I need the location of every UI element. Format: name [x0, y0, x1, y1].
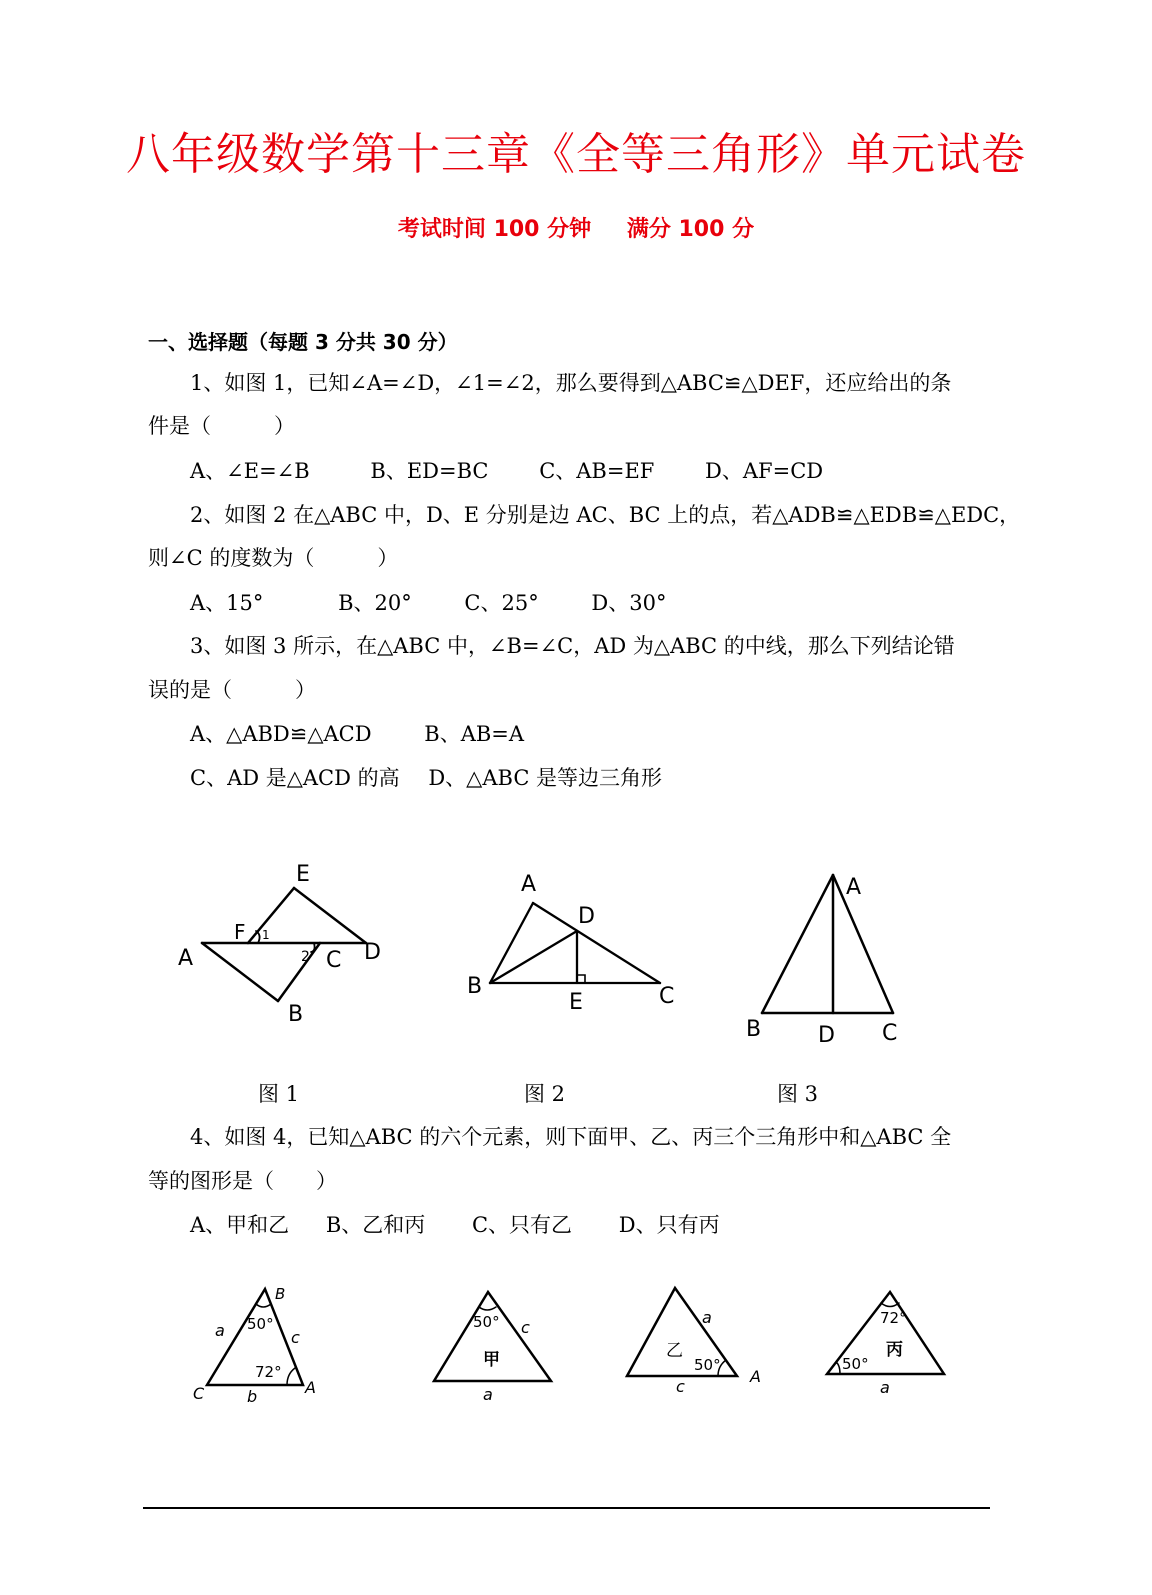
q4-line1: 4、如图 4，已知△ABC 的六个元素，则下面甲、乙、丙三个三角形中和△ABC 全	[190, 1125, 952, 1149]
fig1-label-1: 1	[262, 928, 270, 942]
triangle-abc-angle-a-arc	[287, 1368, 295, 1385]
triangle-abc	[185, 1280, 335, 1410]
fig1-label-b: B	[288, 1002, 304, 1027]
fig2-label-c: C	[659, 984, 675, 1009]
abc-label-c: C	[193, 1384, 205, 1403]
bing-name: 丙	[886, 1340, 903, 1360]
fig1-angle-2-arc	[311, 943, 315, 952]
abc-side-c: c	[291, 1328, 300, 1347]
q3-option-d: D、△ABC 是等边三角形	[428, 766, 663, 790]
yi-side-a: a	[702, 1308, 712, 1327]
fig3-label-b: B	[746, 1017, 762, 1042]
figure-1-caption: 图 1	[258, 1082, 300, 1106]
abc-side-a: a	[215, 1321, 225, 1340]
triangle-bing-base-arc	[836, 1362, 840, 1374]
fig1-label-f: F	[234, 920, 246, 944]
figure-1	[170, 855, 400, 1035]
yi-angle: 50°	[694, 1356, 721, 1374]
fig1-label-2: 2	[301, 949, 310, 965]
figure-2	[455, 865, 695, 1025]
triangle-jia	[425, 1285, 565, 1405]
q1-option-d: D、AF=CD	[705, 459, 824, 483]
triangle-bing	[818, 1285, 958, 1405]
abc-angle-b: 50°	[247, 1315, 274, 1333]
bing-side-a: a	[880, 1378, 890, 1397]
q1-option-c: C、AB=EF	[539, 459, 655, 483]
fig1-segment-ab	[202, 943, 278, 1001]
q4-option-a: A、甲和乙	[190, 1213, 290, 1237]
fig1-segment-fe	[248, 888, 294, 943]
q2-option-d: D、30°	[591, 591, 667, 615]
q2-line2: 则∠C 的度数为（ ）	[148, 546, 399, 570]
yi-vertex-a: A	[750, 1367, 761, 1386]
abc-label-a: A	[305, 1378, 316, 1397]
jia-side-c: c	[521, 1318, 530, 1337]
footer-divider	[143, 1507, 990, 1509]
abc-angle-a: 72°	[255, 1363, 282, 1381]
q3-line2: 误的是（ ）	[148, 678, 316, 702]
q1-option-b: B、ED=BC	[370, 459, 489, 483]
exam-info	[0, 212, 1152, 243]
triangle-abc-angle-b-arc	[256, 1304, 271, 1307]
bing-angle-50: 50°	[842, 1355, 869, 1373]
page-title: 八年级数学第十三章《全等三角形》单元试卷	[126, 129, 1026, 180]
fig3-label-d: D	[818, 1023, 835, 1048]
fig1-label-d: D	[364, 940, 381, 965]
fig1-label-a: A	[178, 946, 194, 971]
q2-option-b: B、20°	[338, 591, 412, 615]
triangle-jia-angle-arc	[479, 1307, 496, 1310]
triangle-yi	[618, 1280, 768, 1400]
bing-angle-72: 72°	[880, 1309, 907, 1327]
fig1-label-c: C	[326, 948, 342, 973]
q3-line1: 3、如图 3 所示，在△ABC 中，∠B=∠C，AD 为△ABC 的中线，那么下列结论错	[190, 634, 955, 658]
jia-angle: 50°	[473, 1313, 500, 1331]
fig3-segment-ab	[762, 875, 833, 1013]
fig2-right-angle-mark	[577, 975, 585, 983]
section-heading: 一、选择题（每题 3 分共 30 分）	[148, 330, 458, 354]
q2-option-c: C、25°	[464, 591, 539, 615]
exam-score: 满分 100 分	[626, 217, 755, 242]
jia-side-a: a	[483, 1385, 493, 1404]
q1-option-a: A、∠E=∠B	[190, 459, 310, 483]
q2-options	[190, 588, 666, 618]
q4-option-c: C、只有乙	[471, 1213, 573, 1237]
figure-3-caption: 图 3	[777, 1082, 819, 1106]
q2-option-a: A、15°	[190, 591, 264, 615]
abc-side-b: b	[247, 1387, 258, 1406]
q3-option-a: A、△ABD≌△ACD	[190, 722, 372, 746]
yi-side-c: c	[676, 1377, 685, 1396]
fig2-segment-ac	[533, 903, 660, 983]
q1-line2: 件是（ ）	[148, 414, 295, 438]
q1-line1: 1、如图 1，已知∠A=∠D，∠1=∠2，那么要得到△ABC≌△DEF，还应给出的条	[190, 371, 952, 395]
q4-line2: 等的图形是（ ）	[148, 1169, 337, 1193]
q3-option-c: C、AD 是△ACD 的高	[190, 766, 400, 790]
fig1-segment-ed	[294, 888, 366, 943]
yi-name: 乙	[666, 1341, 683, 1361]
q3-options-row2	[190, 763, 662, 793]
q4-options	[190, 1210, 720, 1240]
q4-option-d: D、只有丙	[618, 1213, 720, 1237]
q4-option-b: B、乙和丙	[325, 1213, 426, 1237]
fig2-label-b: B	[467, 974, 483, 999]
fig2-label-a: A	[521, 872, 537, 897]
fig3-label-c: C	[882, 1021, 898, 1046]
fig3-label-a: A	[846, 875, 862, 900]
fig2-label-e: E	[569, 990, 583, 1015]
q2-line1: 2、如图 2 在△ABC 中，D、E 分别是边 AC、BC 上的点，若△ADB≌△EDB≌△EDC，	[190, 503, 1021, 527]
jia-name: 甲	[483, 1350, 500, 1370]
figure-3	[740, 860, 920, 1050]
q3-option-b: B、AB=A	[424, 722, 525, 746]
exam-time: 考试时间 100 分钟	[397, 217, 592, 242]
q1-options	[190, 456, 823, 486]
fig1-label-e: E	[296, 862, 310, 887]
q3-options-row1	[190, 719, 524, 749]
figure-2-caption: 图 2	[524, 1082, 566, 1106]
fig2-label-d: D	[578, 904, 595, 929]
fig3-segment-ac	[833, 875, 893, 1013]
abc-label-b: B	[275, 1285, 286, 1303]
